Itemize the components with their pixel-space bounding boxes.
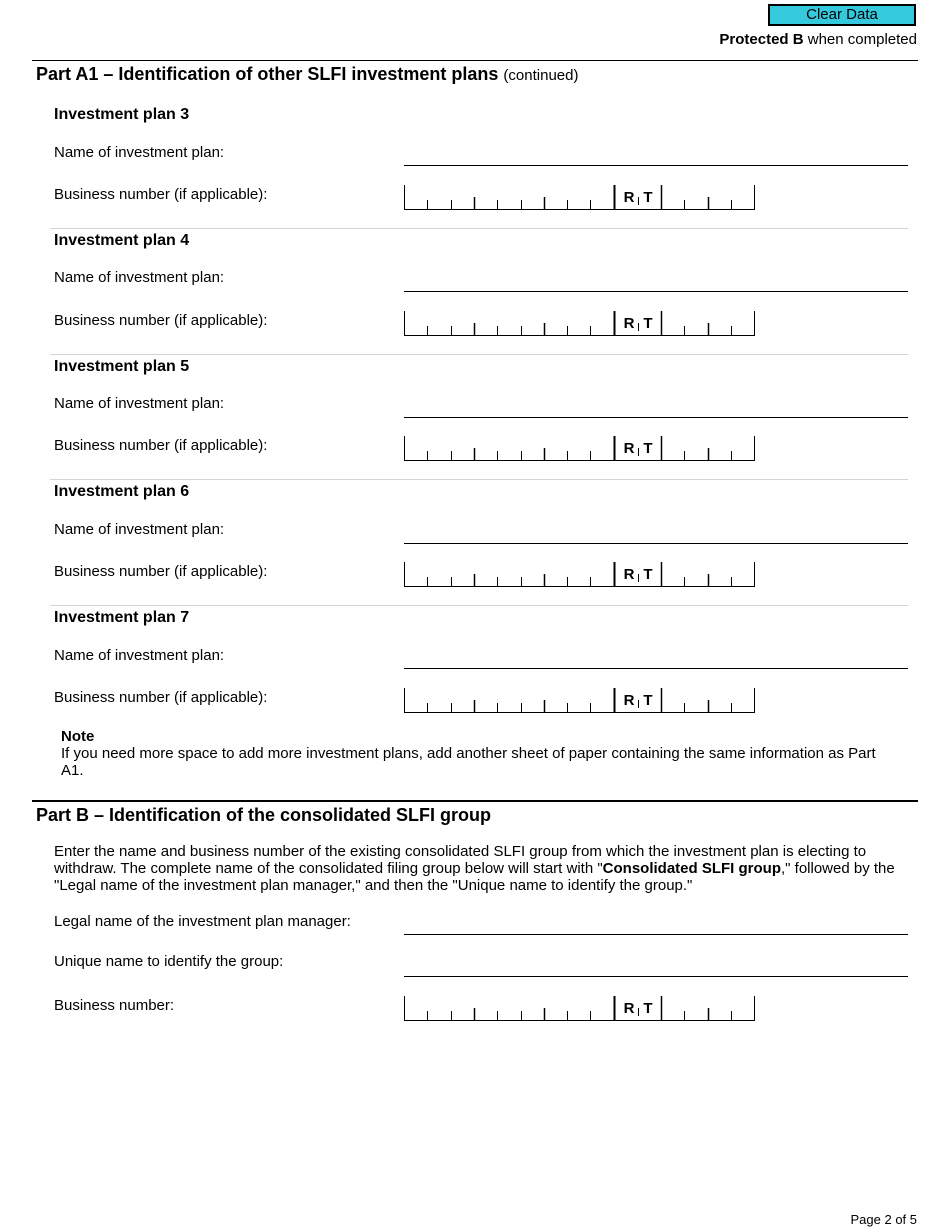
plan-3-bn-label: Business number (if applicable): — [54, 186, 268, 203]
business-number-comb — [404, 185, 755, 210]
plan-6-bn-label: Business number (if applicable): — [54, 563, 268, 580]
unique-name-field[interactable] — [404, 976, 908, 977]
program-identifier-letter: T — [643, 315, 653, 332]
part-b-intro-2: ," followed by the "Legal name of the investment plan manager," and then the "Unique name to identify the group." — [54, 860, 895, 894]
plan-5-name-field[interactable] — [404, 417, 908, 418]
business-number-comb — [404, 688, 755, 713]
plan-7-name-label: Name of investment plan: — [54, 647, 225, 664]
part-a1-continued: (continued) — [503, 67, 579, 84]
part-b-intro-1: Enter the name and business number of the existing consolidated SLFI group from which the investment plan is electing to withdraw. The complete name of the consolidated filing group below will start with " — [54, 843, 867, 877]
protected-level: Protected B — [719, 31, 804, 48]
note-title: Note — [61, 728, 95, 745]
unique-name-label: Unique name to identify the group: — [54, 953, 284, 970]
program-identifier-letter: R — [623, 1000, 635, 1017]
plan-6-title: Investment plan 6 — [54, 483, 190, 500]
plan-7-business-number-field[interactable] — [404, 688, 755, 713]
plan-4-title: Investment plan 4 — [54, 232, 190, 249]
program-identifier-letter: T — [643, 692, 653, 709]
business-number-comb — [404, 311, 755, 336]
plan-3-name-field[interactable] — [404, 165, 908, 166]
plan-5-name-label: Name of investment plan: — [54, 395, 225, 412]
note-text: If you need more space to add more investment plans, add another sheet of paper containing the same information as Part A1. — [61, 745, 876, 779]
plan-4-bn-label: Business number (if applicable): — [54, 312, 268, 329]
protected-suffix: when completed — [803, 31, 917, 48]
part-a1-top-rule — [32, 60, 918, 61]
plan-7-name-field[interactable] — [404, 668, 908, 669]
page-number: Page 2 of 5 — [850, 1212, 917, 1227]
program-identifier-letter: R — [623, 440, 635, 457]
part-a1-title-text: Part A1 – Identification of other SLFI investment plans — [36, 64, 499, 84]
program-identifier-letter: R — [623, 692, 635, 709]
plan-3-title: Investment plan 3 — [54, 106, 190, 123]
legal-name-field[interactable] — [404, 934, 908, 935]
plan-4-business-number-field[interactable] — [404, 311, 755, 336]
business-number-comb — [404, 996, 755, 1021]
section-divider — [50, 354, 908, 355]
plan-3-business-number-field[interactable] — [404, 185, 755, 210]
program-identifier-letter: R — [623, 315, 635, 332]
plan-6-name-field[interactable] — [404, 543, 908, 544]
program-identifier-letter: T — [643, 189, 653, 206]
business-number-comb — [404, 436, 755, 461]
program-identifier-letter: T — [643, 440, 653, 457]
business-number-comb — [404, 562, 755, 587]
plan-7-bn-label: Business number (if applicable): — [54, 689, 268, 706]
part-b-intro — [54, 843, 914, 894]
program-identifier-letter: T — [643, 1000, 653, 1017]
clear-data-button[interactable]: Clear Data — [768, 4, 916, 26]
program-identifier-letter: R — [623, 189, 635, 206]
part-a1-title — [36, 64, 578, 85]
plan-4-name-label: Name of investment plan: — [54, 269, 225, 286]
plan-7-title: Investment plan 7 — [54, 609, 190, 626]
part-b-intro-bold: Consolidated SLFI group — [602, 860, 781, 877]
plan-6-name-label: Name of investment plan: — [54, 521, 225, 538]
plan-3-name-label: Name of investment plan: — [54, 144, 225, 161]
part-b-title: Part B – Identification of the consolidated SLFI group — [36, 805, 492, 825]
section-divider — [50, 605, 908, 606]
plan-4-name-field[interactable] — [404, 291, 908, 292]
program-identifier-letter: R — [623, 566, 635, 583]
section-divider — [50, 228, 908, 229]
legal-name-label: Legal name of the investment plan manager: — [54, 913, 351, 930]
part-b-bn-label: Business number: — [54, 997, 175, 1014]
program-identifier-letter: T — [643, 566, 653, 583]
part-b-business-number-field[interactable] — [404, 996, 755, 1021]
plan-6-business-number-field[interactable] — [404, 562, 755, 587]
plan-5-business-number-field[interactable] — [404, 436, 755, 461]
section-divider — [50, 479, 908, 480]
plan-5-title: Investment plan 5 — [54, 358, 190, 375]
plan-5-bn-label: Business number (if applicable): — [54, 437, 268, 454]
part-b-top-rule — [32, 800, 918, 802]
protected-b-notice — [719, 31, 917, 48]
